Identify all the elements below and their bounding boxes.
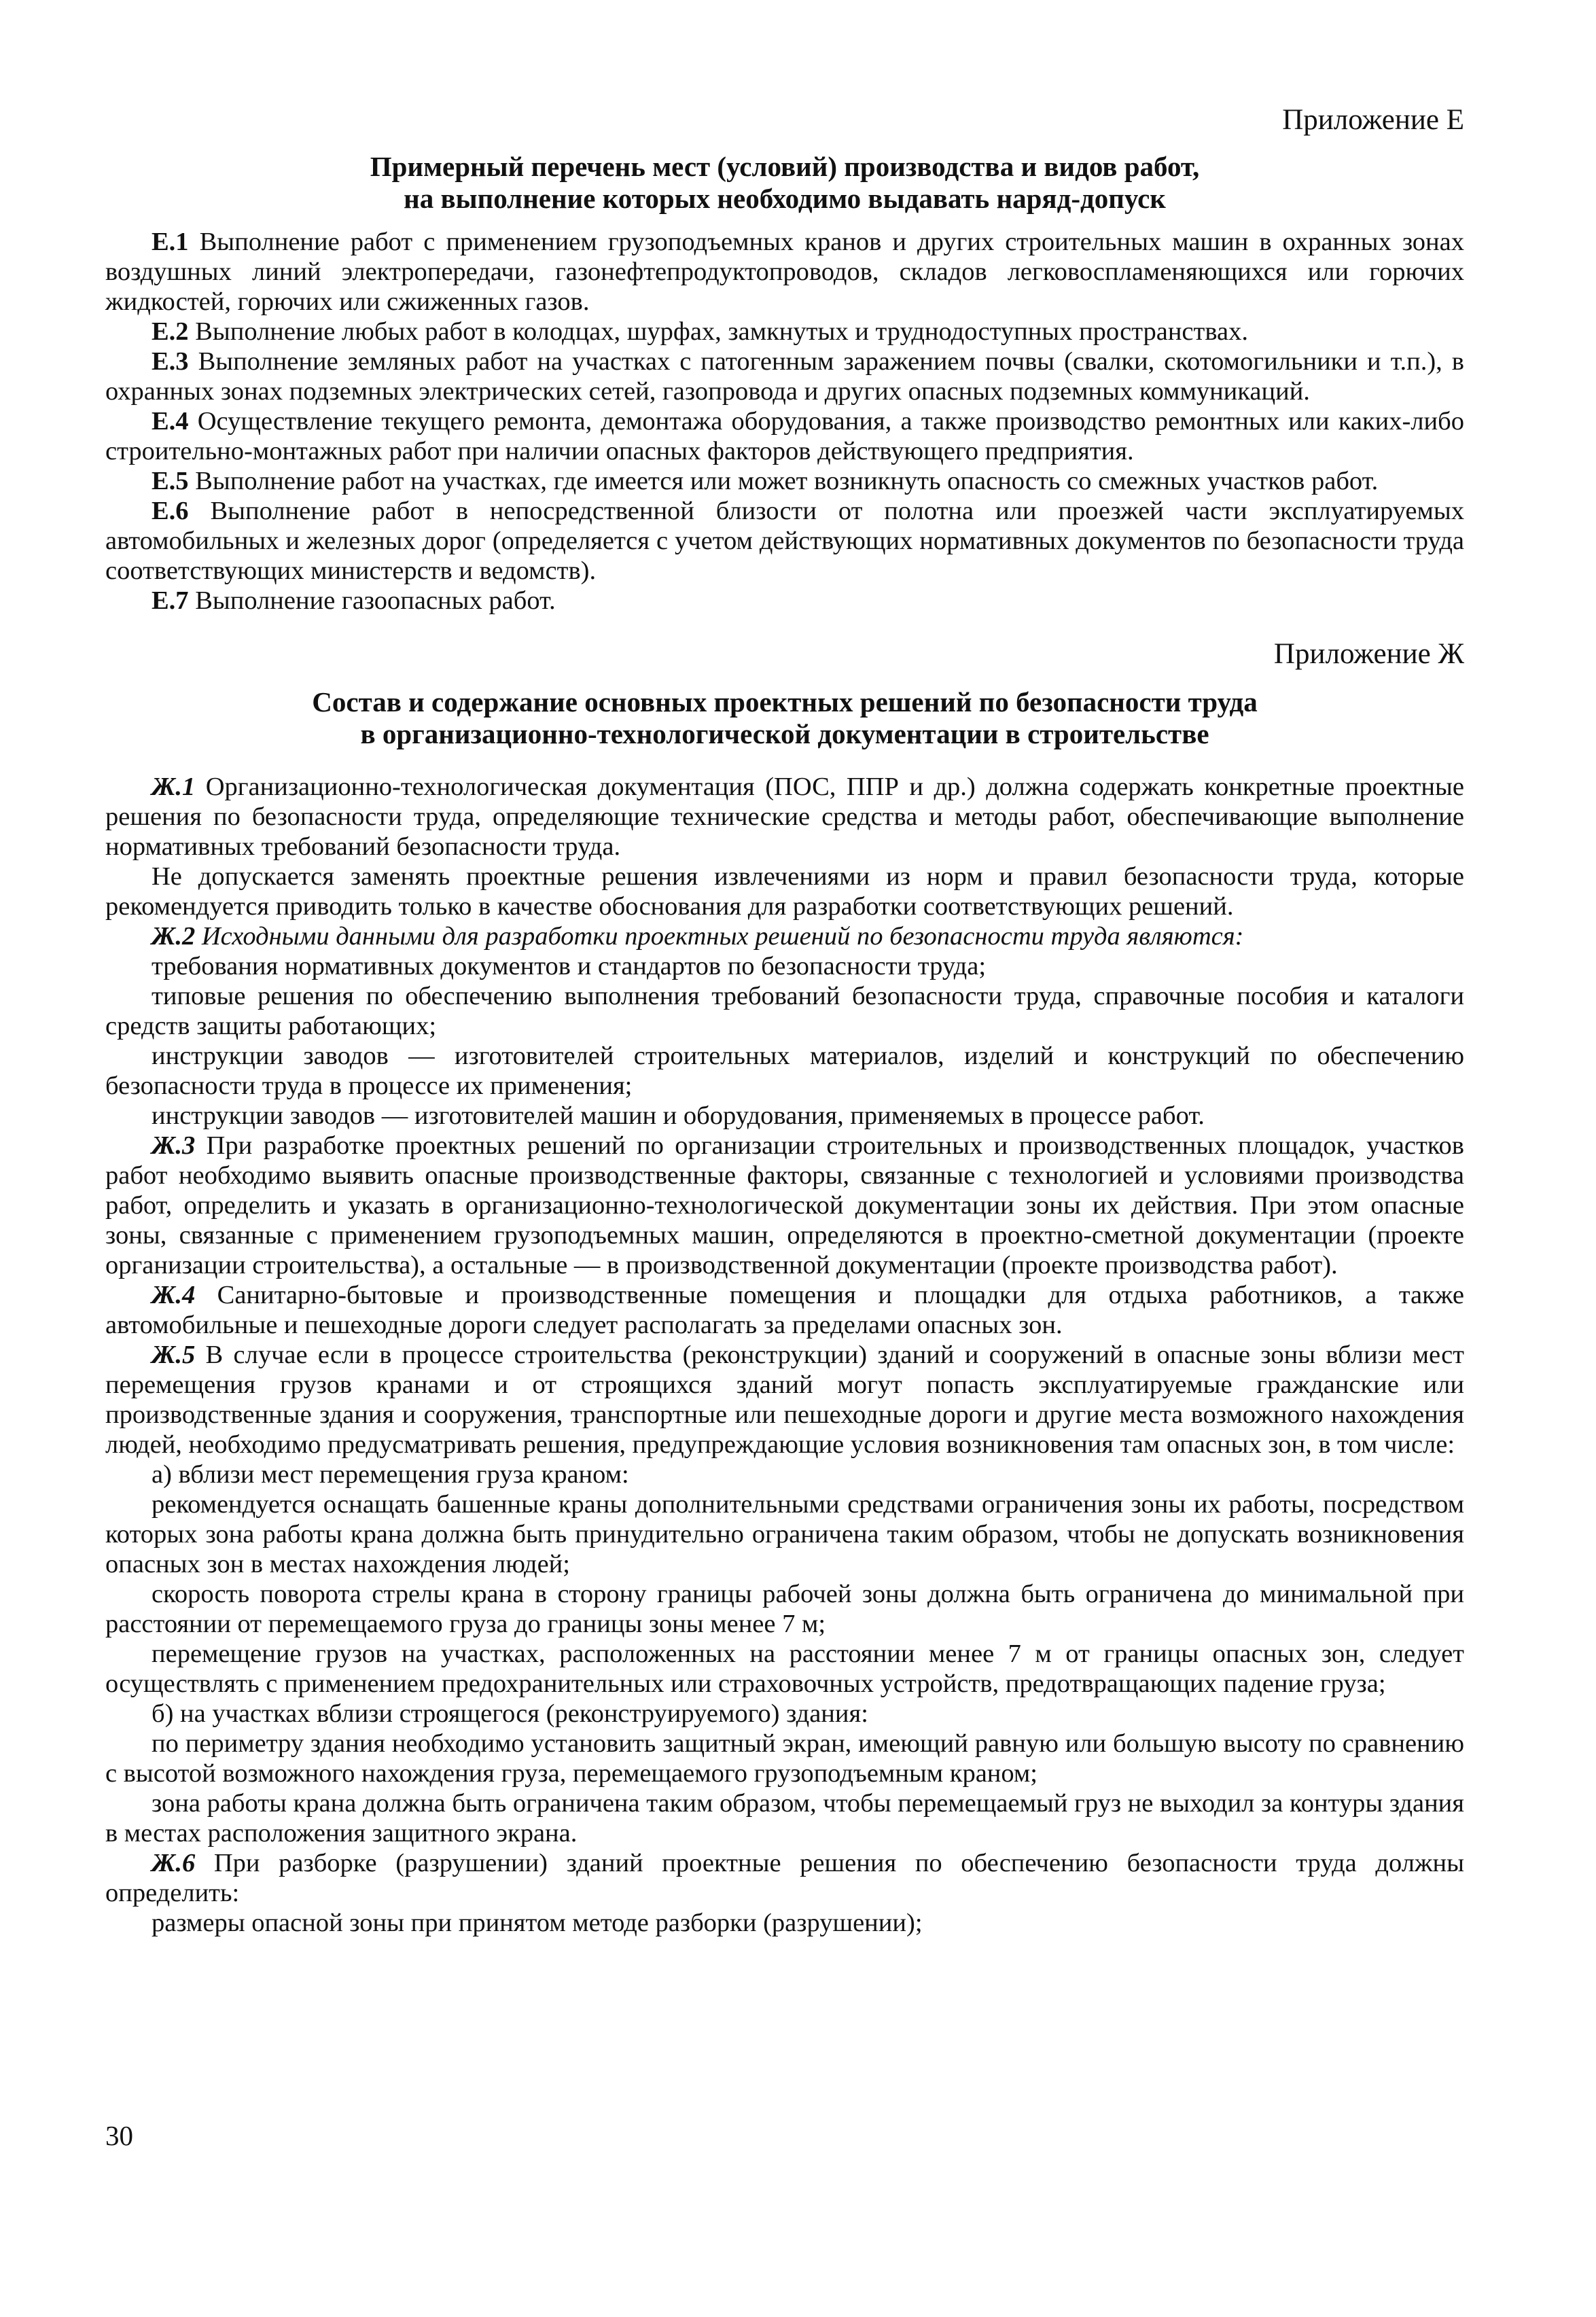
- item-number: Е.2: [152, 317, 189, 346]
- clause-zh6: [105, 1848, 1464, 1908]
- list-item: по периметру здания необходимо установить защитный экран, имеющий равную или большую высоту по сравнению с высотой возможного нахождения груза, перемещаемого грузоподъемным краном;: [105, 1729, 1464, 1788]
- item-e7: [105, 586, 1464, 616]
- clause-zh1: [105, 772, 1464, 862]
- item-number: Е.4: [152, 407, 189, 436]
- clause-text: Санитарно-бытовые и производственные помещения и площадки для отдыха работников, а также автомобильные и пешеходные дороги следует располагать за пределами опасных зон.: [105, 1281, 1464, 1339]
- item-e5: [105, 466, 1464, 496]
- item-text: Выполнение любых работ в колодцах, шурфах, замкнутых и труднодоступных пространствах.: [188, 317, 1248, 346]
- document-page: [105, 102, 1464, 1938]
- clause-zh2: [105, 921, 1464, 951]
- item-number: Е.1: [152, 228, 189, 256]
- list-item: перемещение грузов на участках, расположенных на расстоянии менее 7 м от границы опасных зон, следует осуществлять с применением предохранительных или страховочных устройств, предотвращающих падение груза;: [105, 1640, 1464, 1698]
- item-number: Е.3: [152, 347, 189, 376]
- item-text: Выполнение работ в непосредственной близости от полотна или проезжей части эксплуатируемых автомобильных и железных дорог (определяется с учетом действующих нормативных документов по безопасности труда соответствующих министерств и ведомств).: [105, 497, 1464, 585]
- appendix-e-label: Приложение Е: [1282, 104, 1464, 136]
- item-e6: [105, 496, 1464, 586]
- clause-text: Организационно-технологическая документация (ПОС, ППР и др.) должна содержать конкретные проектные решения по безопасности труда, определяющие технические средства и методы работ, обеспечивающие выполнение нормативных требований безопасности труда.: [105, 773, 1464, 861]
- appendix-zh-label: Приложение Ж: [1273, 638, 1464, 670]
- item-number: Е.7: [152, 586, 189, 615]
- paragraph: Не допускается заменять проектные решения извлечениями из норм и правил безопасности труда, которые рекомендуется приводить только в качестве обоснования для разработки соответствующих решений.: [105, 862, 1464, 921]
- clause-text: Исходными данными для разработки проектных решений по безопасности труда являются:: [195, 922, 1244, 951]
- list-item: требования нормативных документов и стандартов по безопасности труда;: [152, 952, 987, 980]
- appendix-zh-title-line2: в организационно-технологической документации в строительстве: [360, 718, 1209, 749]
- clause-number: Ж.6: [152, 1849, 196, 1877]
- list-item: рекомендуется оснащать башенные краны дополнительными средствами ограничения зоны их работы, посредством которых зона работы крана должна быть принудительно ограничена таким образом, чтобы не допускать возникновения опасных зон в местах нахождения людей;: [105, 1490, 1464, 1578]
- list-item: размеры опасной зоны при принятом методе разборки (разрушении);: [152, 1909, 923, 1937]
- item-text: Выполнение земляных работ на участках с патогенным заражением почвы (свалки, скотомогильники и т.п.), в охранных зонах подземных электрических сетей, газопровода и других опасных подземных коммуникаций.: [105, 347, 1464, 406]
- item-text: Выполнение газоопасных работ.: [188, 586, 556, 615]
- list-item: типовые решения по обеспечению выполнения требований безопасности труда, справочные пособия и каталоги средств защиты работающих;: [105, 982, 1464, 1040]
- appendix-e-title: [105, 151, 1464, 215]
- clause-number: Ж.3: [152, 1131, 196, 1160]
- clause-text: При разборке (разрушении) зданий проектные решения по обеспечению безопасности труда должны определить:: [105, 1849, 1464, 1907]
- appendix-zh-title: [105, 686, 1464, 750]
- page-number: 30: [105, 2120, 133, 2151]
- clause-zh4: [105, 1280, 1464, 1340]
- list-item: а) вблизи мест перемещения груза краном:: [152, 1460, 629, 1489]
- item-text: Выполнение работ с применением грузоподъемных кранов и других строительных машин в охранных зонах воздушных линий электропередачи, газонефтепродуктопроводов, складов легковоспламеняющихся или горючих жидкостей, горючих или сжиженных газов.: [105, 228, 1464, 316]
- item-text: Осуществление текущего ремонта, демонтажа оборудования, а также производство ремонтных или каких-либо строительно-монтажных работ при наличии опасных факторов действующего предприятия.: [105, 407, 1464, 465]
- item-e2: [105, 317, 1464, 347]
- item-number: Е.6: [152, 497, 189, 525]
- clause-number: Ж.2: [152, 922, 196, 951]
- list-item: инструкции заводов — изготовителей строительных материалов, изделий и конструкций по обеспечению безопасности труда в процессе их применения;: [105, 1042, 1464, 1100]
- clause-zh3: [105, 1131, 1464, 1280]
- appendix-e-items: [105, 227, 1464, 616]
- list-item: скорость поворота стрелы крана в сторону границы рабочей зоны должна быть ограничена до минимальной при расстоянии от перемещаемого груза до границы зоны менее 7 м;: [105, 1580, 1464, 1638]
- item-e3: [105, 347, 1464, 406]
- item-e4: [105, 406, 1464, 466]
- appendix-zh-body: [105, 772, 1464, 1938]
- list-item: зона работы крана должна быть ограничена таким образом, чтобы перемещаемый груз не выходил за контуры здания в местах расположения защитного экрана.: [105, 1789, 1464, 1847]
- clause-zh5: [105, 1340, 1464, 1460]
- appendix-e-title-line1: Примерный перечень мест (условий) производства и видов работ,: [370, 151, 1200, 182]
- clause-number: Ж.5: [152, 1341, 196, 1369]
- clause-text: При разработке проектных решений по организации строительных и производственных площадок, участков работ необходимо выявить опасные производственные факторы, связанные с технологией и условиями производства работ, определить и указать в организационно-технологической документации зоны их действия. При этом опасные зоны, связанные с применением грузоподъемных машин, определяются в проектно-сметной документации (проекте организации строительства), а остальные — в производственной документации (проекте производства работ).: [105, 1131, 1464, 1279]
- list-item: б) на участках вблизи строящегося (реконструируемого) здания:: [152, 1699, 868, 1728]
- appendix-zh-title-line1: Состав и содержание основных проектных решений по безопасности труда: [312, 686, 1258, 718]
- appendix-e-title-line2: на выполнение которых необходимо выдавать наряд-допуск: [404, 183, 1166, 214]
- item-number: Е.5: [152, 467, 189, 495]
- item-e1: [105, 227, 1464, 317]
- item-text: Выполнение работ на участках, где имеется или может возникнуть опасность со смежных участков работ.: [188, 467, 1379, 495]
- clause-number: Ж.1: [152, 773, 196, 801]
- clause-number: Ж.4: [152, 1281, 196, 1309]
- clause-text: В случае если в процессе строительства (реконструкции) зданий и сооружений в опасные зоны вблизи мест перемещения грузов кранами и от строящихся зданий могут попасть эксплуатируемые гражданские или производственные здания и сооружения, транспортные или пешеходные дороги и другие места возможного нахождения людей, необходимо предусматривать решения, предупреждающие условия возникновения там опасных зон, в том числе:: [105, 1341, 1464, 1459]
- list-item: инструкции заводов — изготовителей машин и оборудования, применяемых в процессе работ.: [152, 1101, 1205, 1130]
